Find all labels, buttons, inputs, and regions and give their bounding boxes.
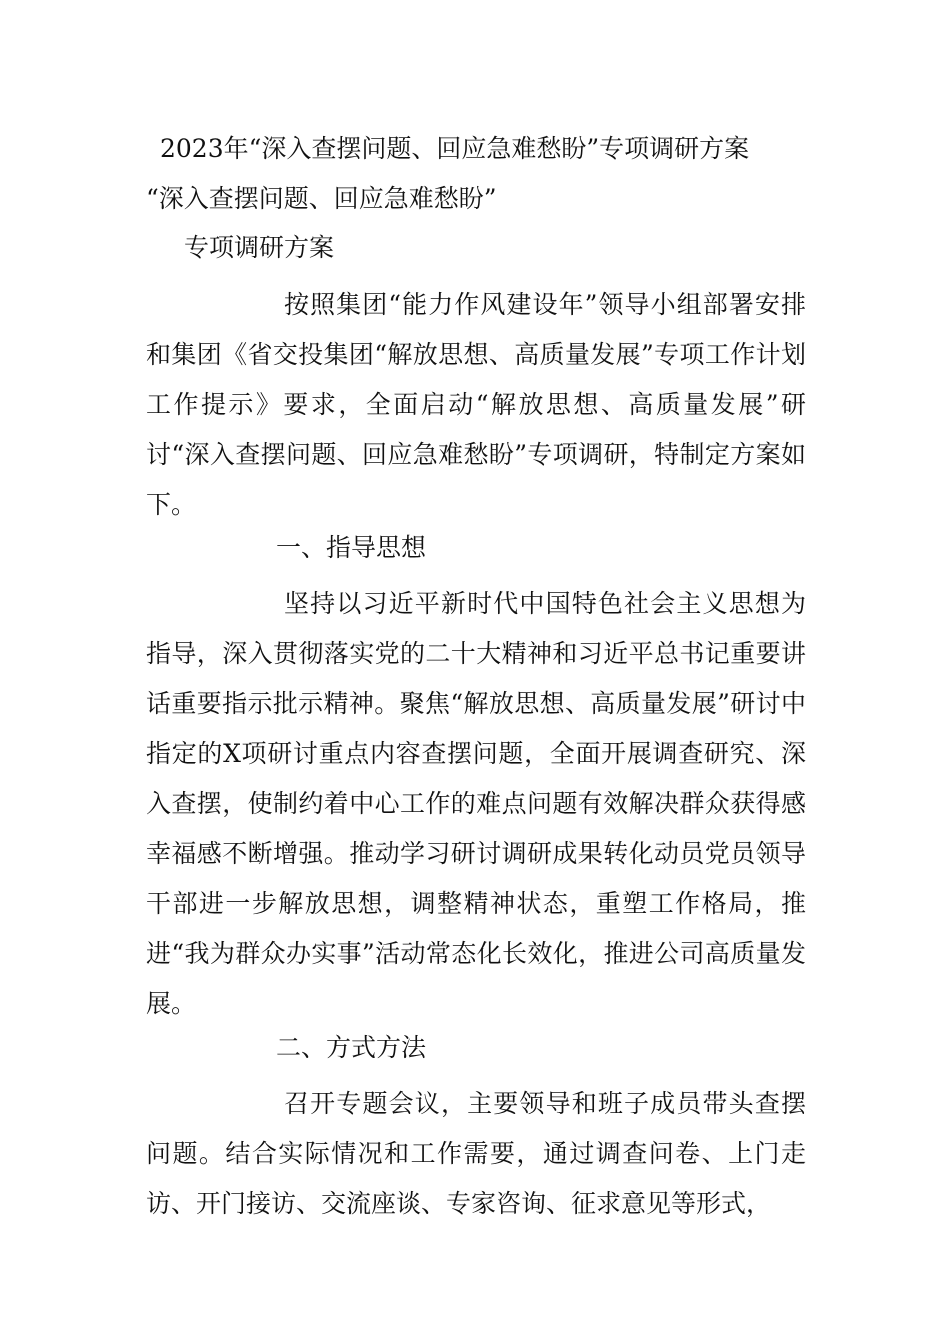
document-subtitle-topic: “深入查摆问题、回应急难愁盼”	[146, 184, 497, 213]
section-heading-methods: 二、方式方法	[276, 1033, 427, 1062]
guiding-thought-paragraph: 坚持以习近平新时代中国特色社会主义思想为指导，深入贯彻落实党的二十大精神和习近平总书记重要讲话重要指示批示精神。聚焦“解放思想、高质量发展”研讨中指定的X项研讨重点内容查摆问题，全面开展调查研究、深入查摆，使制约着中心工作的难点问题有效解决群众获得感幸福感不断增强。推动学习研讨调研成果转化动员党员领导干部进一步解放思想，调整精神状态，重塑工作格局，推进“我为群众办实事”活动常态化长效化，推进公司高质量发展。	[146, 589, 806, 1018]
document-subtitle-type: 专项调研方案	[184, 233, 335, 262]
document-title: 2023年“深入查摆问题、回应急难愁盼”专项调研方案	[160, 134, 750, 163]
intro-paragraph: 按照集团“能力作风建设年”领导小组部署安排和集团《省交投集团“解放思想、高质量发展”专项工作计划工作提示》要求，全面启动“解放思想、高质量发展”研讨“深入查摆问题、回应急难愁盼”专项调研，特制定方案如下。	[146, 290, 806, 519]
methods-paragraph: 召开专题会议，主要领导和班子成员带头查摆问题。结合实际情况和工作需要，通过调查问卷、上门走访、开门接访、交流座谈、专家咨询、征求意见等形式，	[146, 1089, 806, 1218]
section-heading-guiding-thought: 一、指导思想	[276, 533, 427, 562]
